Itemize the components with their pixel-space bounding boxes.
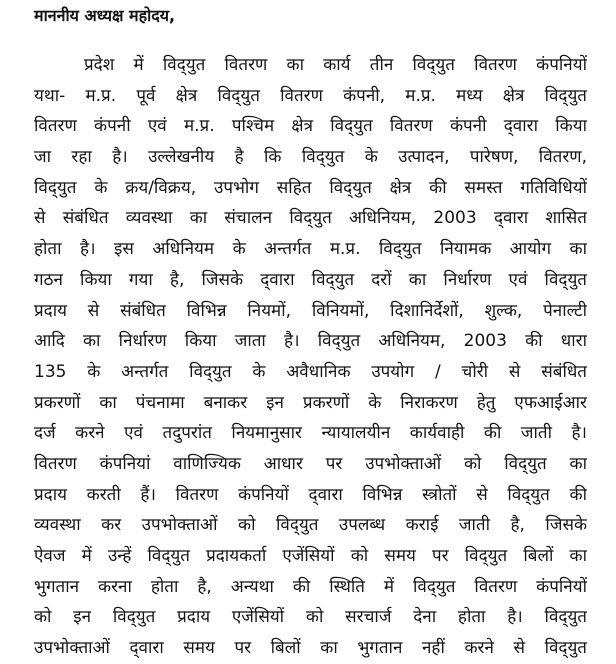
paragraph-line: उपभोक्ताओं द्‌वारा समय पर बिलों का भुगतान नहीं करने से विद्‌युत xyxy=(34,638,587,659)
body-paragraph xyxy=(34,50,587,664)
paragraph-line: व्यवस्था कर उपभोक्ताओं को विद्‌युत उपलब्ध कराई जाती है, जिसके xyxy=(34,515,587,536)
paragraph-line: को इन विद्‌युत प्रदाय एजेंसियों को सरचार्ज देना होता है। विद्‌युत xyxy=(34,607,587,628)
paragraph-line: ऐवज में उन्हें विद्‌युत प्रदायकर्ता एजेंसियों को समय पर विद्‌युत बिलों का xyxy=(34,546,587,566)
paragraph-line: वितरण कंपनियां वाणिज्यिक आधार पर उपभोक्ताओं को विद्‌युत का xyxy=(34,453,587,474)
paragraph-line: 135 के अन्तर्गत विद्‌युत के अवैधानिक उपयोग / चोरी से संबंधित xyxy=(34,361,587,382)
paragraph-line: प्रदाय से संबंधित विभिन्न नियमों, विनियमों, दिशानिर्देशों, शुल्क, पेनाल्टी xyxy=(34,300,587,321)
paragraph-line: से संबंधित व्यवस्था का संचालन विद्‌युत अधिनियम, 2003 द्‌वारा शासित xyxy=(34,208,587,229)
paragraph-line: भुगतान करना होता है, अन्यथा की स्थिति में विद्‌युत वितरण कंपनियों xyxy=(34,576,587,597)
salutation-heading: माननीय अध्यक्ष महोदय, xyxy=(34,6,176,25)
paragraph-line: प्रकरणों का पंचनामा बनाकर इन प्रकरणों के निराकरण हेतु एफआईआर xyxy=(34,392,587,413)
paragraph-line: विद्‌युत के क्रय/विक्रय, उपभोग सहित विद्‌युत क्षेत्र की समस्त गतिविधियों xyxy=(34,177,587,198)
paragraph-line: आदि का निर्धारण किया जाता है। विद्‌युत अधिनियम, 2003 की धारा xyxy=(34,331,587,352)
paragraph-line: जा रहा है। उल्लेखनीय है कि विद्‌युत के उत्पादन, पारेषण, वितरण, xyxy=(34,147,587,168)
paragraph-line: प्रदाय करती हैं। वितरण कंपनियों द्‌वारा विभिन्न स्त्रोतों से विद्‌युत की xyxy=(34,484,587,505)
paragraph-line: होता है। इस अधिनियम के अन्तर्गत म.प्र. विद्‌युत नियामक आयोग का xyxy=(34,239,587,260)
paragraph-line: वितरण कंपनी एवं म.प्र. पश्चिम क्षेत्र विद्‌युत वितरण कंपनी द्‌वारा किया xyxy=(34,116,587,137)
paragraph-line: दर्ज करने एवं तदुपरांत नियमानुसार न्यायालयीन कार्यवाही की जाती है। xyxy=(34,423,587,444)
paragraph-line: गठन किया गया है, जिसके द्‌वारा विद्‌युत दरों का निर्धारण एवं विद्‌युत xyxy=(34,269,587,290)
paragraph-line: यथा- म.प्र. पूर्व क्षेत्र विद्‌युत वितरण कंपनी, म.प्र. मध्य क्षेत्र विद्‌युत xyxy=(34,85,587,106)
paragraph-line: प्रदेश में विद्‌युत वितरण का कार्य तीन विद्‌युत वितरण कंपनियों xyxy=(84,55,587,75)
